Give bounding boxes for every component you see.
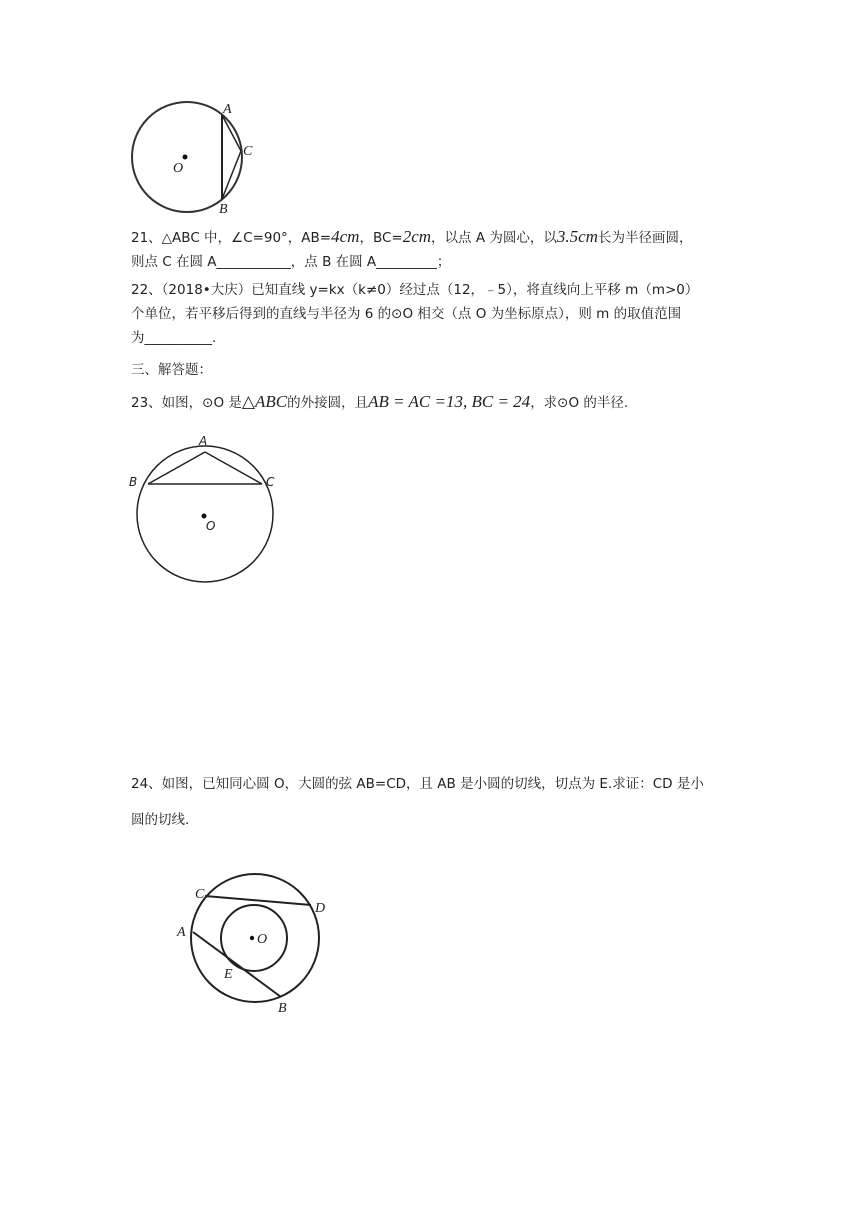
chord-ab (193, 932, 281, 997)
question-24-line2: 圆的切线. (131, 812, 190, 828)
segment-ac (222, 115, 241, 151)
label-b: B (219, 202, 228, 217)
question-23 (131, 390, 741, 415)
segment-ab (148, 452, 205, 484)
figure-concentric-circles (170, 868, 350, 1018)
center-dot (202, 514, 207, 519)
q21-bc-value: 2cm (402, 227, 432, 246)
label-a: A (223, 102, 232, 117)
label-d: D (315, 901, 326, 916)
label-e: E (224, 967, 233, 982)
segment-ac (205, 452, 262, 484)
question-24-line1: 24、如图，已知同心圆 O，大圆的弦 AB=CD，且 AB 是小圆的切线，切点为 E.求证：CD 是小 (131, 776, 704, 792)
label-b: B (129, 475, 138, 489)
question-21-line1 (131, 225, 741, 250)
question-22-line1: 22、（2018•大庆）已知直线 y=kx（k≠0）经过点（12，﹣5），将直线向上平移 m（m>0） (131, 282, 699, 298)
question-21-line2: 则点 C 在圆 A___________，点 B 在圆 A_________； (131, 254, 451, 270)
q23-text-3: ，求⊙O 的半径. (530, 395, 629, 411)
q23-equation: AB = AC =13, BC = 24 (368, 392, 531, 411)
figure-circumcircle-abc (120, 428, 290, 588)
question-24 (131, 766, 741, 838)
q23-triangle: △ABC (241, 392, 288, 411)
q21-text-1: 21、△ABC 中，∠C=90°，AB= (131, 230, 332, 246)
outer-circle (191, 874, 319, 1002)
question-21 (131, 225, 741, 274)
q23-text-2: 的外接圆，且 (287, 395, 369, 411)
label-c: C (266, 475, 275, 489)
question-22-line2: 个单位，若平移后得到的直线与半径为 6 的⊙O 相交（点 O 为坐标原点），则 m 的取值范围 (131, 306, 682, 322)
label-o: O (206, 519, 216, 533)
q21-text-3: ，以点 A 为圆心，以 (431, 230, 557, 246)
q23-text-1: 23、如图，⊙O 是 (131, 395, 242, 411)
q21-ab-value: 4cm (331, 227, 360, 246)
center-dot (183, 155, 188, 160)
label-o: O (257, 932, 268, 947)
label-o: O (173, 161, 184, 176)
label-c: C (243, 144, 253, 159)
section-heading: 三、解答题： (131, 362, 212, 378)
question-22 (131, 278, 741, 350)
label-c: C (195, 887, 205, 902)
center-dot (250, 936, 254, 940)
figure-circle-triangle-abc (120, 95, 280, 220)
label-a: A (199, 434, 208, 448)
question-22-line3: 为__________. (131, 330, 217, 346)
chord-cd (205, 896, 311, 905)
q21-text-4: 长为半径画圆， (597, 230, 693, 246)
q21-text-2: ，BC= (359, 230, 403, 246)
label-b: B (278, 1001, 287, 1016)
label-a: A (177, 925, 186, 940)
q21-radius-value: 3.5cm (556, 227, 598, 246)
